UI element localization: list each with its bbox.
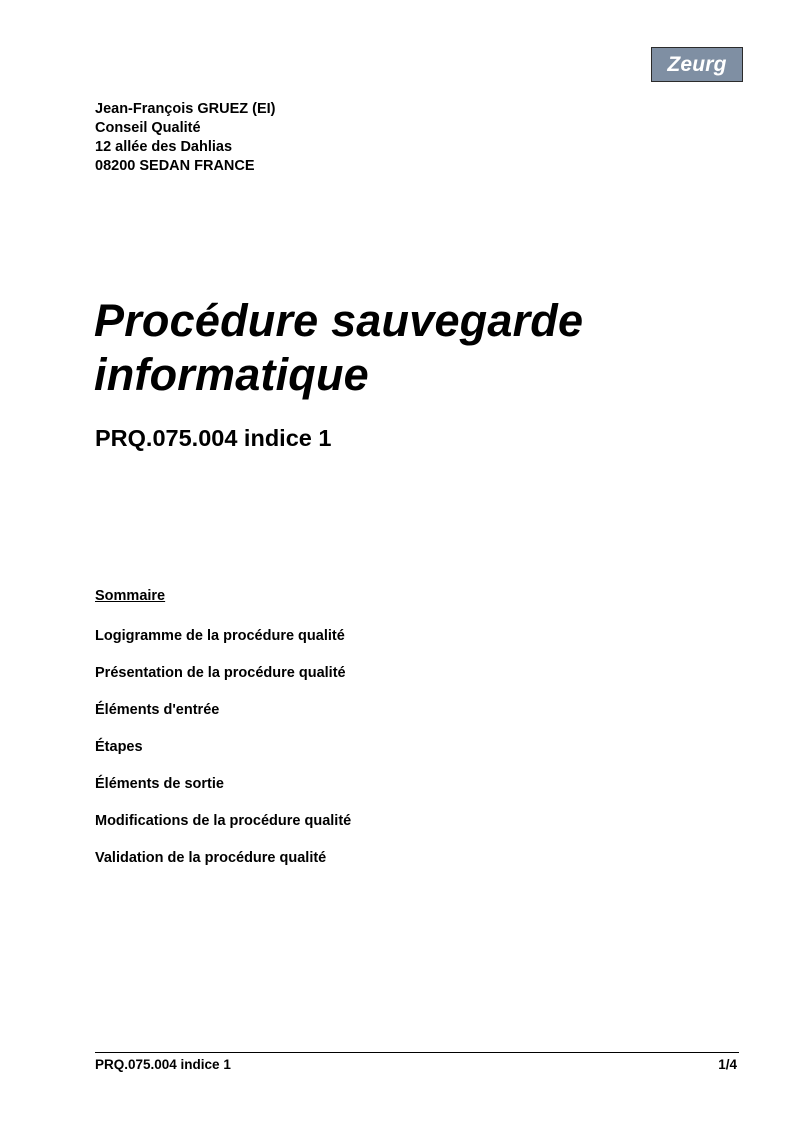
toc-item-logigramme: Logigramme de la procédure qualité bbox=[95, 628, 345, 644]
toc-item-modifications: Modifications de la procédure qualité bbox=[95, 813, 352, 829]
toc-item-elements-sortie: Éléments de sortie bbox=[95, 776, 224, 792]
document-title-line-2: informatique bbox=[94, 349, 369, 400]
toc-item-presentation: Présentation de la procédure qualité bbox=[95, 665, 346, 681]
footer-divider bbox=[95, 1052, 739, 1053]
document-title bbox=[94, 294, 583, 402]
company-logo bbox=[651, 47, 743, 82]
footer-reference: PRQ.075.004 indice 1 bbox=[95, 1057, 231, 1072]
address-line-name: Jean-François GRUEZ (EI) bbox=[95, 101, 276, 117]
toc-item-elements-entree: Éléments d'entrée bbox=[95, 702, 220, 718]
address-line-street: 12 allée des Dahlias bbox=[95, 139, 233, 155]
toc-heading: Sommaire bbox=[95, 588, 166, 604]
document-reference: PRQ.075.004 indice 1 bbox=[95, 425, 332, 451]
toc-item-validation: Validation de la procédure qualité bbox=[95, 850, 327, 866]
sender-address bbox=[95, 100, 275, 176]
address-line-city: 08200 SEDAN FRANCE bbox=[95, 158, 255, 174]
toc-item-etapes: Étapes bbox=[95, 739, 143, 755]
logo-text: Zeurg bbox=[667, 52, 727, 76]
document-title-line-1: Procédure sauvegarde bbox=[94, 295, 584, 346]
table-of-contents bbox=[95, 627, 351, 886]
footer-page-number: 1/4 bbox=[718, 1057, 737, 1072]
address-line-title: Conseil Qualité bbox=[95, 120, 201, 136]
